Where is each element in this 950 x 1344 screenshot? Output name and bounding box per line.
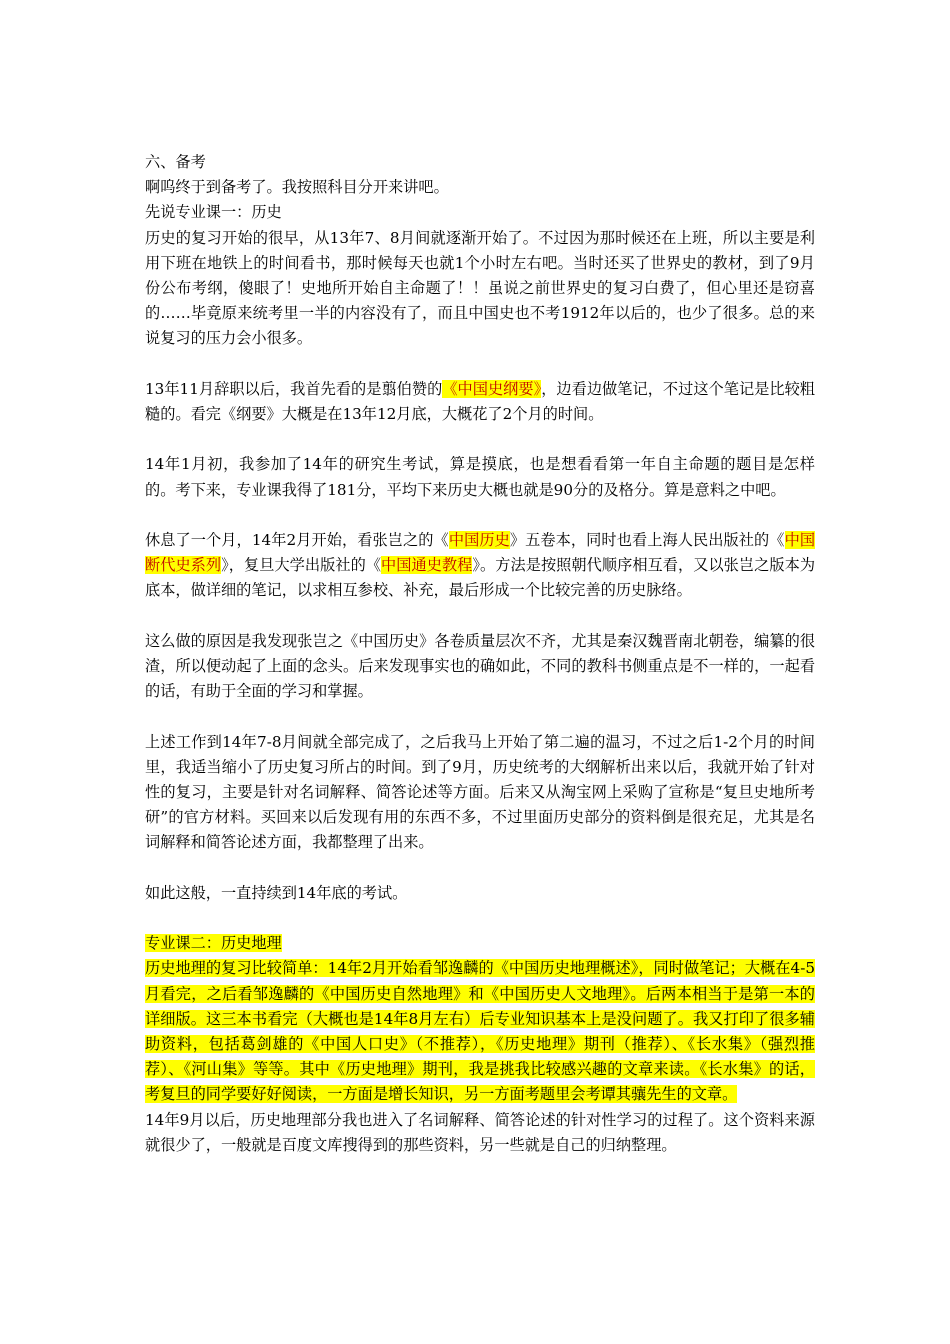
paragraph-geography: 历史地理的复习比较简单：14年2月开始看邹逸麟的《中国历史地理概述》，同时做笔记；大概在4-5月看完，之后看邹逸麟的《中国历史自然地理》和《中国历史人文地理》。后两本相当于是第一本的详细版。这三本书看完（大概也是14年8月左右）后专业知识基本上是没问题了。我又打印了很多辅助资料，包括葛剑雄的《中国人口史》（不推荐），《历史地理》期刊（推荐）、《长水集》（强烈推荐）、《河山集》等等。其中《历史地理》期刊，我是挑我比较感兴趣的文章来读。《长水集》的话，考复旦的同学要好好阅读，一方面是增长知识，另一方面考题里会考谭其骧先生的文章。 — [145, 959, 815, 1104]
paragraph-mock-exam: 14年1月初，我参加了14年的研究生考试，算是摸底，也是想看看第一年自主命题的题目是怎样的。考下来，专业课我得了181分，平均下来历史大概也就是90分的及格分。算是意料之中吧。 — [145, 455, 815, 499]
highlight-book-title: 中国通史教程 — [381, 556, 473, 575]
paragraph-textbooks: 休息了一个月，14年2月开始，看张岂之的《中国历史》五卷本，同时也看上海人民出版社的《中国断代史系列》，复旦大学出版社的《中国通史教程》。方法是按照朝代顺序相互看，又以张岂之版本为底本，做详细的笔记，以求相互参校、补充，最后形成一个比较完善的历史脉络。 — [145, 531, 816, 600]
highlight-book-title: 中国断代史系列 — [145, 531, 816, 575]
intro-line: 啊呜终于到备考了。我按照科目分开来讲吧。 — [145, 178, 449, 197]
paragraph-first-book: 13年11月辞职以后，我首先看的是翦伯赞的《中国史纲要》，边看边做笔记，不过这个笔记是比较粗糙的。看完《纲要》大概是在13年12月底，大概花了2个月的时间。 — [145, 379, 815, 424]
document-page — [145, 150, 815, 1158]
paragraph-review-start: 历史的复习开始的很早，从13年7、8月间就逐渐开始了。不过因为那时候还在上班，所以主要是利用下班在地铁上的时间看书，那时候每天也就1个小时左右吧。当时还买了世界史的教材，到了9月份公布考纲，傻眼了！史地所开始自主命题了！！虽说之前世界史的复习白费了，但心里还是窃喜的……毕竟原来统考里一半的内容没有了，而且中国史也不考1912年以后的，也少了很多。总的来说复习的压力会小很多。 — [145, 228, 815, 348]
course1-title: 先说专业课一：历史 — [145, 203, 282, 222]
paragraph-reason: 这么做的原因是我发现张岂之《中国历史》各卷质量层次不齐，尤其是秦汉魏晋南北朝卷，编纂的很渣，所以便动起了上面的念头。后来发现事实也的确如此，不同的教科书侧重点是不一样的，一起看的话，有助于全面的学习和掌握。 — [145, 631, 815, 701]
course2-title: 专业课二：历史地理 — [145, 934, 282, 953]
highlight-book-title: 中国历史 — [448, 531, 510, 549]
paragraph-second-pass: 上述工作到14年7-8月间就全部完成了，之后我马上开始了第二遍的温习，不过之后1-2个月的时间里，我适当缩小了历史复习所占的时间。到了9月，历史统考的大纲解析出来以后，我就开始了针对性的复习，主要是针对名词解释、简答论述等方面。后来又从淘宝网上采购了宣称是“复旦史地所考研”的官方材料。买回来以后发现有用的东西不多，不过里面历史部分的资料倒是很充足，尤其是名词解释和简答论述方面，我都整理了出来。 — [145, 732, 815, 852]
paragraph-until-exam: 如此这般，一直持续到14年底的考试。 — [145, 883, 408, 902]
paragraph-geography-later: 14年9月以后，历史地理部分我也进入了名词解释、简答论述的针对性学习的过程了。这个资料来源就很少了，一般就是百度文库搜得到的那些资料，另一些就是自己的归纳整理。 — [145, 1110, 815, 1154]
highlight-book-title: 《中国史纲要》 — [442, 379, 542, 398]
section-heading: 六、备考 — [145, 153, 206, 171]
